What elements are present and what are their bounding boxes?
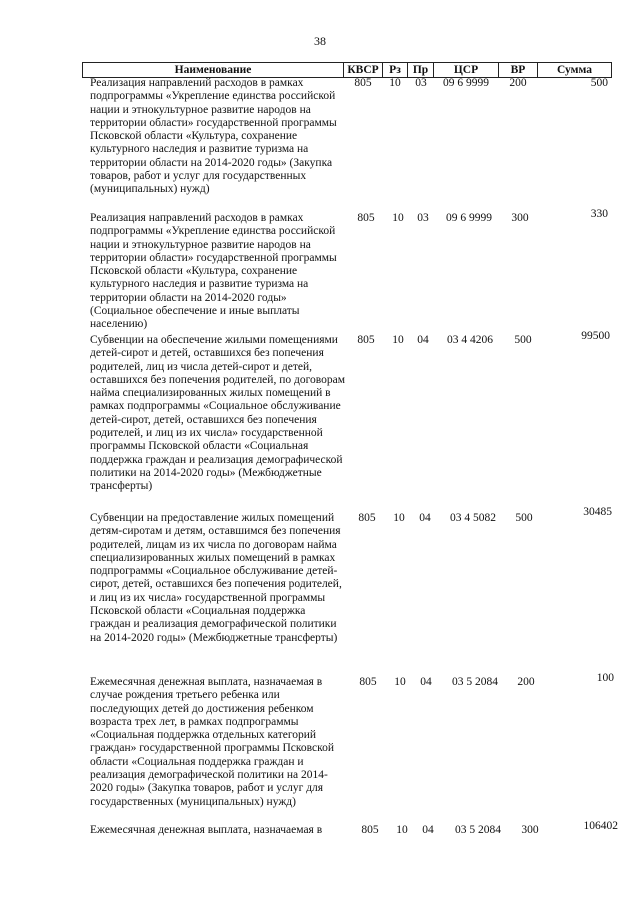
row-rz: 10 — [396, 824, 408, 836]
row-pr: 04 — [417, 334, 429, 346]
row-vr: 500 — [514, 334, 532, 346]
row-rz: 10 — [392, 334, 404, 346]
row-pr: 04 — [422, 824, 434, 836]
row-vr: 300 — [521, 824, 539, 836]
row-csr: 03 5 2084 — [452, 676, 498, 688]
row-kvsr: 805 — [357, 334, 375, 346]
row-rz: 10 — [394, 676, 406, 688]
row-rz: 10 — [389, 77, 401, 89]
row-vr: 200 — [509, 77, 527, 89]
row-name: Реализация направлений расходов в рамках подпрограммы «Укрепление единства российской нации и этнокультурное развитие народов на территории области» государственной программы Псковской области «Культура, сохранение культурного наследия и развитие туризма на территории области на 2014-2020 годы» (Закупка товаров, работ и услуг для государственных (муниципальных) нужд) — [90, 77, 337, 196]
header-rz: Рз — [382, 62, 408, 78]
row-name: Ежемесячная денежная выплата, назначаемая в — [90, 824, 323, 836]
row-name: Субвенции на обеспечение жилыми помещениями детей-сирот и детей, оставшихся без попечения родителей, лиц из числа детей-сирот и детей, оставшихся без попечения родителей, по договорам найма специализированных жилых помещений в рамках подпрограммы «Социальное обслуживание детей-сирот, детей, оставшихся без попечения родителей, и лиц из их числа» государственной программы Псковской области «Социальная поддержка граждан и реализация демографической политики на 2014-2020 годы» (Межбюджетные трансферты) — [90, 334, 345, 493]
row-kvsr: 805 — [359, 676, 377, 688]
row-sum: 100 — [596, 672, 614, 684]
row-csr: 09 6 9999 — [443, 77, 489, 89]
header-name: Наименование — [82, 62, 344, 78]
row-kvsr: 805 — [354, 77, 372, 89]
header-csr: ЦСР — [433, 62, 499, 78]
row-csr: 03 4 5082 — [450, 512, 496, 524]
row-kvsr: 805 — [361, 824, 379, 836]
row-rz: 10 — [392, 212, 404, 224]
row-vr: 500 — [515, 512, 533, 524]
page-number: 38 — [314, 34, 326, 48]
row-pr: 04 — [420, 676, 432, 688]
row-pr: 03 — [417, 212, 429, 224]
row-csr: 03 4 4206 — [447, 334, 493, 346]
row-sum: 106402 — [583, 820, 618, 832]
row-name: Реализация направлений расходов в рамках подпрограммы «Укрепление единства российской нации и этнокультурное развитие народов на территории области» государственной программы Псковской области «Культура, сохранение культурного наследия и развитие туризма на территории области на 2014-2020 годы» (Социальное обеспечение и иные выплаты населению) — [90, 212, 337, 331]
row-name: Ежемесячная денежная выплата, назначаемая в случае рождения третьего ребенка или последующих детей до достижения ребенком возраста трех лет, в рамках подпрограммы «Социальная поддержка отдельных категорий граждан» государственной программы Псковской области «Социальная поддержка граждан и реализация демографической политики на 2014-2020 годы» (Закупка товаров, работ и услуг для государственных (муниципальных) нужд) — [90, 676, 335, 808]
row-kvsr: 805 — [357, 212, 375, 224]
row-name: Субвенции на предоставление жилых помещений детям-сиротам и детям, оставшимся без попечения родителей, лицам из их числа по договорам найма специализированных жилых помещений в рамках подпрограммы «Социальное обслуживание детей-сирот, детей, оставшихся без попечения родителей, и лиц из их числа» государственной программы Псковской области «Социальная поддержка граждан и реализация демографической политики на 2014-2020 годы» (Межбюджетные трансферты) — [90, 512, 342, 644]
row-pr: 03 — [415, 77, 427, 89]
row-vr: 300 — [511, 212, 529, 224]
header-pr: Пр — [407, 62, 434, 78]
row-csr: 09 6 9999 — [446, 212, 492, 224]
header-sum: Сумма — [537, 62, 612, 78]
row-rz: 10 — [393, 512, 405, 524]
row-sum: 30485 — [583, 506, 612, 518]
row-sum: 500 — [590, 77, 608, 89]
row-csr: 03 5 2084 — [455, 824, 501, 836]
header-kvsr: КВСР — [343, 62, 383, 78]
row-sum: 330 — [590, 208, 608, 220]
row-pr: 04 — [419, 512, 431, 524]
row-sum: 99500 — [581, 330, 610, 342]
row-kvsr: 805 — [358, 512, 376, 524]
row-vr: 200 — [517, 676, 535, 688]
header-vr: ВР — [498, 62, 538, 78]
